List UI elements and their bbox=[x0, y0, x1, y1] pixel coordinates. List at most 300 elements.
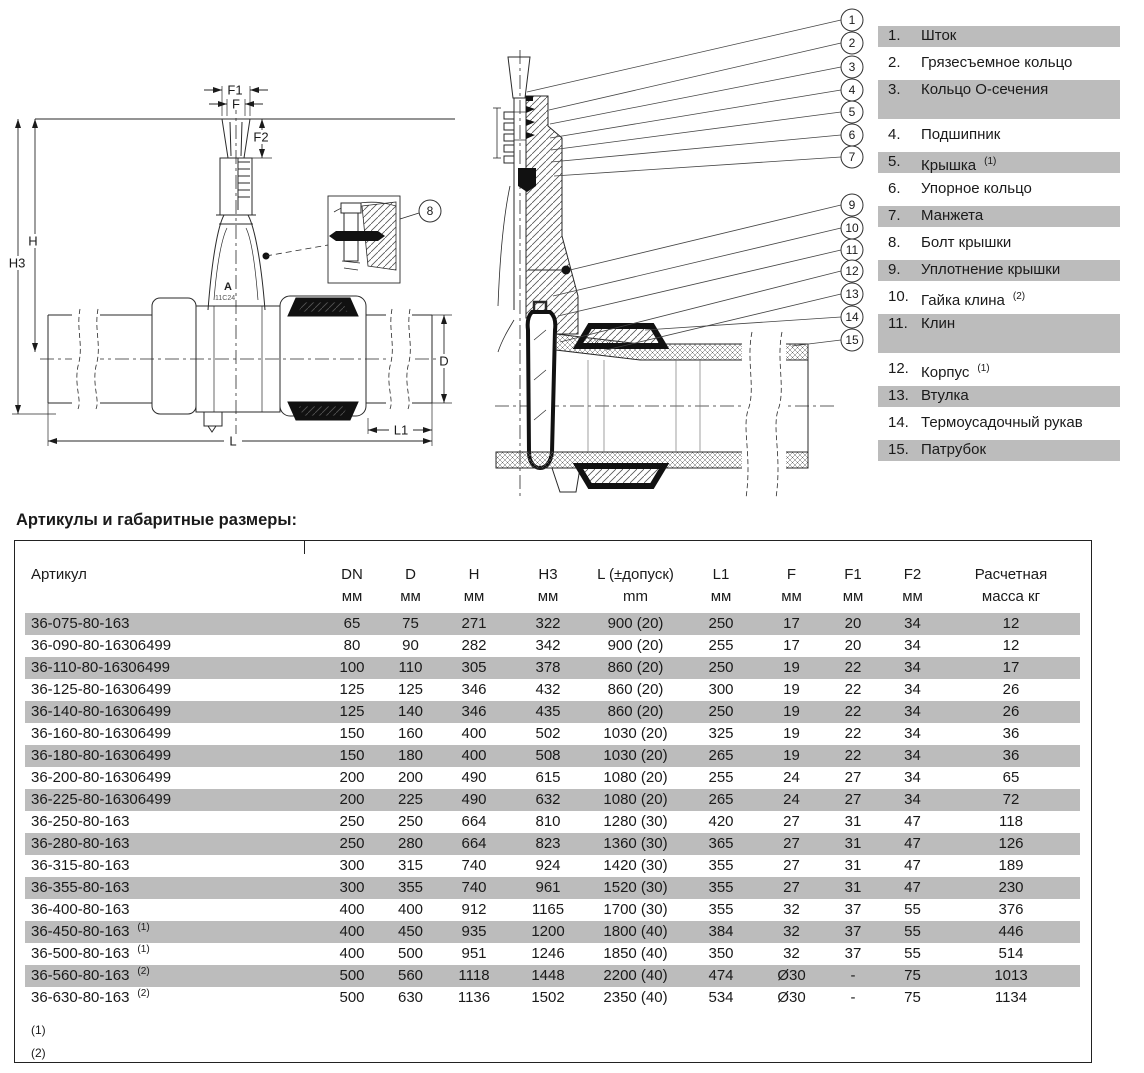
value-cell: 664 bbox=[461, 813, 487, 830]
value-cell: 664 bbox=[441, 833, 507, 855]
dim-h3: H3 bbox=[8, 255, 26, 271]
part-label: Манжета bbox=[921, 207, 984, 224]
article-cell: 36-630-80-163 $^{(2)}$ bbox=[31, 988, 150, 1006]
callout-leader-line bbox=[549, 43, 841, 110]
value-cell: 118 bbox=[999, 813, 1023, 830]
value-cell: 180 bbox=[380, 745, 441, 767]
article-footnote-mark: (1) bbox=[137, 944, 150, 955]
part-label: Шток bbox=[921, 27, 957, 44]
value-cell: 22 bbox=[823, 701, 883, 723]
column-header: F bbox=[786, 566, 797, 583]
value-cell: 1200 bbox=[507, 921, 589, 943]
value-cell: 271 bbox=[441, 613, 507, 635]
value-cell: 34 bbox=[904, 681, 921, 698]
value-cell: 65 bbox=[1002, 769, 1020, 786]
value-cell: 32 bbox=[783, 901, 800, 918]
parts-list-item bbox=[878, 233, 1120, 254]
value-cell: 924 bbox=[535, 857, 561, 874]
parts-list-item bbox=[878, 26, 1120, 47]
value-cell: - bbox=[823, 965, 883, 987]
part-number: 4. bbox=[888, 126, 901, 143]
value-cell: 160 bbox=[397, 725, 424, 742]
article-footnote-mark: (2) bbox=[137, 988, 150, 999]
callout-number: 7 bbox=[848, 150, 856, 165]
article-cell: 36-110-80-16306499 bbox=[25, 657, 324, 679]
value-cell: 1800 (40) bbox=[589, 921, 682, 943]
table-row bbox=[25, 789, 1080, 811]
value-cell: 355 bbox=[708, 901, 734, 918]
parts-list-item bbox=[878, 152, 1120, 173]
parts-list-item bbox=[878, 260, 1120, 281]
part-number: 7. bbox=[888, 207, 901, 224]
section-bonnet bbox=[526, 96, 578, 334]
callout-leader-line bbox=[551, 135, 841, 162]
value-cell: 365 bbox=[682, 833, 760, 855]
column-unit: масса кг bbox=[981, 587, 1041, 605]
callout-leader-line bbox=[792, 340, 841, 346]
dimensions-table bbox=[25, 541, 1080, 1009]
value-cell: 740 bbox=[461, 857, 487, 874]
value-cell: 150 bbox=[324, 745, 380, 767]
column-header: L (±допуск) bbox=[597, 566, 674, 583]
column-unit: мм bbox=[842, 587, 864, 605]
value-cell: 1520 (30) bbox=[589, 877, 682, 899]
part-label: Грязесъемное кольцо bbox=[921, 54, 1073, 71]
value-cell: - bbox=[850, 989, 856, 1006]
dimensions-table-box bbox=[14, 540, 1092, 1063]
value-cell: 31 bbox=[823, 833, 883, 855]
column-header: Артикул bbox=[31, 566, 87, 583]
callout-leader-line bbox=[527, 20, 841, 92]
value-cell: 27 bbox=[760, 833, 823, 855]
value-cell: Ø30 bbox=[777, 989, 806, 1006]
part-label: Термоусадочный рукав bbox=[921, 414, 1083, 431]
part-label: Подшипник bbox=[921, 126, 1001, 143]
value-cell: 823 bbox=[507, 833, 589, 855]
article-cell: 36-355-80-163 bbox=[25, 877, 324, 899]
parts-list-item bbox=[878, 80, 1120, 119]
column-header: F2 bbox=[903, 566, 922, 583]
value-cell: 36 bbox=[942, 745, 1080, 767]
detail-inset bbox=[263, 196, 420, 283]
column-unit: мм bbox=[710, 587, 732, 605]
value-cell: 350 bbox=[708, 945, 734, 962]
value-cell: 32 bbox=[783, 945, 800, 962]
column-unit: mm bbox=[623, 587, 648, 605]
value-cell: 860 (20) bbox=[589, 657, 682, 679]
value-cell: 24 bbox=[783, 769, 800, 786]
table-row bbox=[25, 767, 1080, 789]
value-cell: 55 bbox=[883, 921, 942, 943]
part-number: 5. bbox=[888, 153, 901, 170]
value-cell: 2200 (40) bbox=[589, 965, 682, 987]
value-cell: 24 bbox=[760, 789, 823, 811]
callout-leader-line bbox=[645, 317, 841, 330]
value-cell: 110 bbox=[380, 657, 441, 679]
callout-number: 9 bbox=[848, 198, 856, 213]
parts-list-item bbox=[878, 53, 1120, 74]
value-cell: 20 bbox=[823, 613, 883, 635]
value-cell: 47 bbox=[904, 857, 921, 874]
column-unit: мм bbox=[902, 587, 923, 605]
value-cell: 230 bbox=[942, 877, 1080, 899]
part-label: Крышка $^{(1)}$ bbox=[921, 156, 997, 174]
article-cell: 36-140-80-16306499 bbox=[25, 701, 324, 723]
value-cell: 1136 bbox=[457, 989, 491, 1006]
callout-leader-line bbox=[550, 67, 841, 124]
cast-code: 11C24 bbox=[215, 295, 236, 302]
table-row bbox=[25, 987, 1080, 1009]
parts-list-item bbox=[878, 314, 1120, 353]
table-row bbox=[25, 723, 1080, 745]
column-header: H3 bbox=[538, 566, 558, 583]
table-row bbox=[25, 965, 1080, 987]
value-cell: 300 bbox=[708, 681, 734, 698]
value-cell: 1246 bbox=[531, 945, 565, 962]
callout-leader-line bbox=[560, 271, 841, 342]
callout-number: 12 bbox=[845, 264, 859, 279]
callout-leader-line bbox=[554, 157, 841, 176]
value-cell: 100 bbox=[324, 657, 380, 679]
callout-number: 15 bbox=[845, 333, 859, 348]
callout-number: 14 bbox=[845, 310, 859, 325]
value-cell: 12 bbox=[1002, 637, 1020, 654]
value-cell: 37 bbox=[844, 945, 862, 962]
value-cell: 265 bbox=[682, 789, 760, 811]
value-cell: 12 bbox=[942, 613, 1080, 635]
callout-number: 13 bbox=[845, 287, 859, 302]
value-cell: 500 bbox=[397, 945, 424, 962]
value-cell: 20 bbox=[844, 637, 862, 654]
value-cell: 34 bbox=[883, 613, 942, 635]
section-title: Артикулы и габаритные размеры: bbox=[16, 511, 297, 529]
value-cell: 34 bbox=[883, 745, 942, 767]
value-cell: 1360 (30) bbox=[589, 833, 682, 855]
value-cell: 37 bbox=[823, 921, 883, 943]
value-cell: 19 bbox=[760, 745, 823, 767]
value-cell: 400 bbox=[461, 725, 487, 742]
value-cell: 250 bbox=[397, 813, 424, 830]
column-header: L1 bbox=[712, 566, 730, 583]
value-cell: 400 bbox=[441, 745, 507, 767]
value-cell: 1280 (30) bbox=[603, 813, 668, 830]
value-cell: 27 bbox=[783, 857, 800, 874]
column-unit: мм bbox=[537, 587, 559, 605]
part-footnote-mark: (1) bbox=[977, 363, 990, 374]
callout-number: 1 bbox=[848, 13, 856, 28]
part-label: Кольцо О-сечения bbox=[921, 81, 1049, 98]
value-cell: 72 bbox=[942, 789, 1080, 811]
parts-list-item bbox=[878, 359, 1120, 380]
article-cell: 36-180-80-16306499 bbox=[25, 745, 324, 767]
value-cell: 27 bbox=[783, 813, 800, 830]
value-cell: 19 bbox=[760, 701, 823, 723]
article-cell: 36-200-80-16306499 bbox=[31, 769, 172, 786]
column-unit bbox=[25, 583, 324, 613]
value-cell: 34 bbox=[904, 769, 921, 786]
part-number: 6. bbox=[888, 180, 901, 197]
column-header: H bbox=[468, 566, 480, 583]
article-cell: 36-250-80-163 bbox=[31, 813, 130, 830]
value-cell: 740 bbox=[441, 877, 507, 899]
value-cell: 474 bbox=[682, 965, 760, 987]
column-unit: мм bbox=[781, 587, 802, 605]
detail-callout-8 bbox=[419, 200, 441, 222]
stem-thread bbox=[504, 112, 514, 163]
value-cell: 75 bbox=[883, 965, 942, 987]
part-label: Уплотнение крышки bbox=[921, 261, 1061, 278]
value-cell: 31 bbox=[823, 877, 883, 899]
value-cell: 1080 (20) bbox=[603, 769, 668, 786]
value-cell: 250 bbox=[682, 701, 760, 723]
value-cell: 376 bbox=[998, 901, 1024, 918]
dim-f1: F1 bbox=[227, 82, 243, 98]
value-cell: 22 bbox=[844, 681, 862, 698]
value-cell: 420 bbox=[708, 813, 734, 830]
value-cell: 47 bbox=[883, 877, 942, 899]
table-row bbox=[25, 811, 1080, 833]
parts-list bbox=[878, 26, 1120, 467]
value-cell: 150 bbox=[339, 725, 365, 742]
value-cell: 140 bbox=[380, 701, 441, 723]
value-cell: 47 bbox=[883, 833, 942, 855]
value-cell: 435 bbox=[507, 701, 589, 723]
column-header: F1 bbox=[844, 566, 862, 583]
article-cell: 36-450-80-163 $^{(1)}$ bbox=[25, 921, 324, 943]
value-cell: 255 bbox=[708, 637, 734, 654]
value-cell: 22 bbox=[844, 725, 862, 742]
table-footnotes bbox=[31, 1019, 1091, 1065]
value-cell: 200 bbox=[397, 769, 424, 786]
value-cell: 400 bbox=[397, 901, 424, 918]
value-cell: 126 bbox=[942, 833, 1080, 855]
part-number: 11. bbox=[888, 315, 908, 332]
value-cell: 34 bbox=[883, 657, 942, 679]
value-cell: 1448 bbox=[507, 965, 589, 987]
value-cell: 1420 (30) bbox=[603, 857, 668, 874]
part-number: 8. bbox=[888, 234, 901, 251]
parts-list-item bbox=[878, 179, 1120, 200]
value-cell: 280 bbox=[380, 833, 441, 855]
value-cell: 26 bbox=[942, 701, 1080, 723]
dim-f: F bbox=[232, 96, 240, 112]
value-cell: 912 bbox=[461, 901, 487, 918]
value-cell: 500 bbox=[339, 989, 365, 1006]
value-cell: 935 bbox=[441, 921, 507, 943]
value-cell: 355 bbox=[708, 857, 734, 874]
callout-number: 10 bbox=[845, 221, 859, 236]
article-cell: 36-500-80-163 $^{(1)}$ bbox=[31, 944, 150, 962]
part-label: Корпус $^{(1)}$ bbox=[921, 363, 990, 381]
value-cell: 31 bbox=[844, 857, 862, 874]
value-cell: 37 bbox=[844, 901, 862, 918]
value-cell: 355 bbox=[380, 877, 441, 899]
part-number: 2. bbox=[888, 54, 901, 71]
value-cell: 615 bbox=[535, 769, 561, 786]
value-cell: 32 bbox=[760, 921, 823, 943]
callout-number: 11 bbox=[845, 243, 859, 258]
table-row bbox=[25, 921, 1080, 943]
callout-number: 4 bbox=[848, 83, 856, 98]
value-cell: 490 bbox=[441, 789, 507, 811]
right-section-view bbox=[493, 50, 835, 500]
table-row bbox=[25, 679, 1080, 701]
value-cell: 17 bbox=[760, 613, 823, 635]
valve-body bbox=[196, 306, 280, 432]
value-cell: 26 bbox=[1002, 681, 1020, 698]
left-pipe bbox=[48, 298, 196, 414]
callout-leader-line bbox=[558, 250, 841, 316]
column-header: DN bbox=[341, 566, 363, 583]
value-cell: 75 bbox=[904, 989, 921, 1006]
callout-number: 5 bbox=[848, 105, 856, 120]
article-footnote-mark: (2) bbox=[137, 966, 150, 977]
value-cell: 34 bbox=[883, 701, 942, 723]
article-cell: 36-560-80-163 $^{(2)}$ bbox=[25, 965, 324, 987]
value-cell: 400 bbox=[339, 945, 365, 962]
value-cell: 17 bbox=[942, 657, 1080, 679]
article-cell: 36-090-80-16306499 bbox=[31, 637, 172, 654]
value-cell: 1030 (20) bbox=[589, 745, 682, 767]
callout-number: 3 bbox=[848, 60, 856, 75]
value-cell: 2350 (40) bbox=[603, 989, 668, 1006]
dim-l1: L1 bbox=[393, 422, 409, 438]
column-header: Расчетная bbox=[974, 566, 1048, 583]
value-cell: 200 bbox=[339, 769, 365, 786]
value-cell: 1134 bbox=[994, 989, 1028, 1006]
article-cell: 36-315-80-163 bbox=[31, 857, 130, 874]
value-cell: 508 bbox=[507, 745, 589, 767]
value-cell: 90 bbox=[402, 637, 419, 654]
article-cell: 36-280-80-163 bbox=[25, 833, 324, 855]
value-cell: 1502 bbox=[531, 989, 565, 1006]
value-cell: 502 bbox=[535, 725, 561, 742]
table-row bbox=[25, 657, 1080, 679]
value-cell: 432 bbox=[535, 681, 561, 698]
value-cell: 1013 bbox=[942, 965, 1080, 987]
value-cell: 560 bbox=[380, 965, 441, 987]
value-cell: 630 bbox=[397, 989, 424, 1006]
dim-d: D bbox=[439, 353, 449, 369]
value-cell: 255 bbox=[708, 769, 734, 786]
article-cell: 36-400-80-163 bbox=[31, 901, 130, 918]
value-cell: 342 bbox=[535, 637, 561, 654]
parts-list-item bbox=[878, 386, 1120, 407]
value-cell: 490 bbox=[461, 769, 487, 786]
value-cell: 1700 (30) bbox=[603, 901, 668, 918]
value-cell: 446 bbox=[942, 921, 1080, 943]
part-number: 3. bbox=[888, 81, 901, 98]
value-cell: 19 bbox=[783, 681, 800, 698]
dim-h: H bbox=[28, 233, 38, 249]
value-cell: 250 bbox=[339, 813, 365, 830]
value-cell: 250 bbox=[682, 613, 760, 635]
value-cell: 900 (20) bbox=[589, 613, 682, 635]
value-cell: 250 bbox=[682, 657, 760, 679]
callout-number: 2 bbox=[848, 36, 856, 51]
value-cell: 322 bbox=[507, 613, 589, 635]
value-cell: 22 bbox=[823, 657, 883, 679]
section-wedge bbox=[528, 302, 556, 468]
value-cell: 80 bbox=[343, 637, 361, 654]
table-row bbox=[25, 833, 1080, 855]
value-cell: 225 bbox=[380, 789, 441, 811]
right-socket bbox=[280, 296, 366, 420]
table-row bbox=[25, 701, 1080, 723]
table-row bbox=[25, 943, 1080, 965]
value-cell: 450 bbox=[380, 921, 441, 943]
table-row bbox=[25, 613, 1080, 635]
article-cell: 36-125-80-16306499 bbox=[31, 681, 172, 698]
value-cell: 200 bbox=[324, 789, 380, 811]
value-cell: 860 (20) bbox=[607, 681, 664, 698]
parts-list-item bbox=[878, 287, 1120, 308]
value-cell: 400 bbox=[324, 921, 380, 943]
article-cell: 36-160-80-16306499 bbox=[31, 725, 172, 742]
value-cell: 534 bbox=[708, 989, 734, 1006]
parts-list-item bbox=[878, 440, 1120, 461]
part-number: 9. bbox=[888, 261, 901, 278]
value-cell: 250 bbox=[324, 833, 380, 855]
header-divider-tick bbox=[304, 541, 305, 554]
part-number: 12. bbox=[888, 360, 909, 377]
part-number: 14. bbox=[888, 414, 909, 431]
value-cell: 346 bbox=[461, 681, 487, 698]
value-cell: 305 bbox=[441, 657, 507, 679]
value-cell: 125 bbox=[339, 681, 365, 698]
table-row bbox=[25, 745, 1080, 767]
article-footnote-mark: (1) bbox=[137, 922, 150, 933]
value-cell: 125 bbox=[324, 701, 380, 723]
value-cell: 19 bbox=[783, 725, 800, 742]
value-cell: 300 bbox=[339, 857, 365, 874]
part-label: Упорное кольцо bbox=[921, 180, 1032, 197]
value-cell: 282 bbox=[461, 637, 487, 654]
value-cell: 31 bbox=[844, 813, 862, 830]
value-cell: 900 (20) bbox=[607, 637, 664, 654]
value-cell: 27 bbox=[823, 789, 883, 811]
value-cell: 1165 bbox=[531, 901, 565, 918]
part-label: Гайка клина $^{(2)}$ bbox=[921, 291, 1026, 309]
value-cell: 400 bbox=[339, 901, 365, 918]
value-cell: 75 bbox=[380, 613, 441, 635]
value-cell: 378 bbox=[507, 657, 589, 679]
value-cell: 315 bbox=[397, 857, 424, 874]
value-cell: 1030 (20) bbox=[603, 725, 668, 742]
value-cell: 961 bbox=[507, 877, 589, 899]
part-label: Болт крышки bbox=[921, 234, 1012, 251]
value-cell: 17 bbox=[783, 637, 800, 654]
value-cell: 325 bbox=[708, 725, 734, 742]
part-number: 1. bbox=[888, 27, 901, 44]
parts-list-item bbox=[878, 206, 1120, 227]
table-row bbox=[25, 635, 1080, 657]
value-cell: 55 bbox=[904, 901, 921, 918]
value-cell: 65 bbox=[324, 613, 380, 635]
left-side-view bbox=[5, 84, 455, 448]
part-label: Втулка bbox=[921, 387, 969, 404]
footnote: (2) bbox=[31, 1046, 46, 1060]
part-number: 10. bbox=[888, 288, 909, 305]
value-cell: 1080 (20) bbox=[589, 789, 682, 811]
table-row bbox=[25, 899, 1080, 921]
value-cell: 19 bbox=[760, 657, 823, 679]
footnote: (1) bbox=[31, 1023, 46, 1037]
value-cell: 189 bbox=[998, 857, 1024, 874]
value-cell: 346 bbox=[441, 701, 507, 723]
value-cell: 47 bbox=[904, 813, 921, 830]
callout-number-8: 8 bbox=[426, 204, 434, 219]
